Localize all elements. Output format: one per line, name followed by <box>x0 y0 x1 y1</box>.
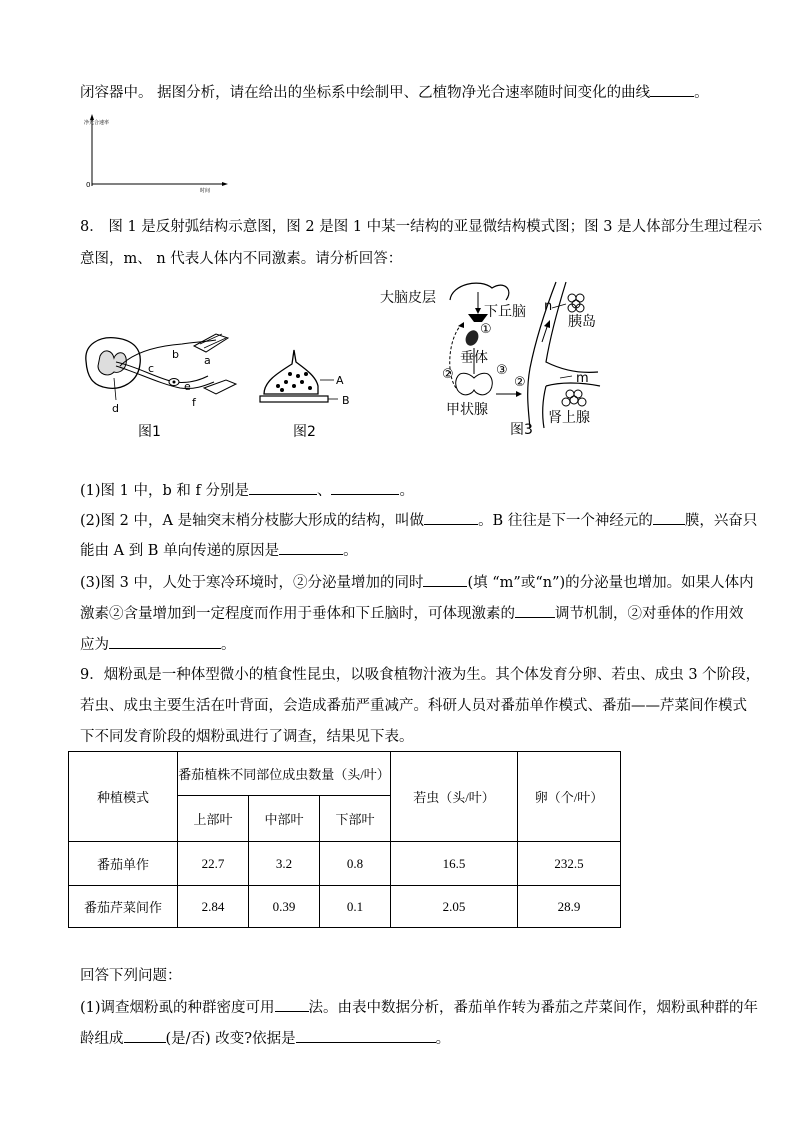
answer-blank[interactable] <box>650 82 694 97</box>
fig3-c2b: ② <box>514 375 526 390</box>
fig2-label-a: A <box>336 374 344 387</box>
q9-line3: 下不同发育阶段的烟粉虱进行了调查，结果见下表。 <box>80 729 414 745</box>
answer-blank[interactable] <box>423 572 467 587</box>
header-middle: 中部叶 <box>249 796 320 842</box>
answer-blank[interactable] <box>331 480 399 495</box>
fig2-label-b: B <box>342 394 350 407</box>
answer-blank[interactable] <box>279 540 343 555</box>
answer-blank[interactable] <box>424 510 478 525</box>
fig1-label-a: a <box>204 354 211 367</box>
header-upper: 上部叶 <box>178 796 249 842</box>
fig3-cortex-label: 大脑皮层 <box>380 290 436 306</box>
q7-text: 闭容器中。 据图分析，请在给出的坐标系中绘制甲、乙植物净光合速率随时间变化的曲线 <box>80 85 651 101</box>
figure-1-reflex-arc <box>76 326 246 416</box>
table-row: 番茄单作 22.7 3.2 0.8 16.5 232.5 <box>69 842 621 886</box>
fig3-n-label: n <box>544 299 553 314</box>
q8-3-line1: (3)图 3 中，人处于寒冷环境时，②分泌量增加的同时 (填 “m”或“n”)的分泌量也增加。如果人体内 <box>80 572 754 593</box>
fig3-thyroid-label: 甲状腺 <box>446 402 488 418</box>
answer-blank[interactable] <box>124 1028 166 1043</box>
fig3-c1: ① <box>480 322 492 337</box>
answer-blank[interactable] <box>249 480 317 495</box>
fig1-label-c: c <box>148 362 155 375</box>
header-nymph: 若虫（头/叶） <box>391 752 518 842</box>
fig3-pituitary-label: 垂体 <box>460 350 488 366</box>
data-table <box>68 751 621 928</box>
q8-2-line2: 能由 A 到 B 单向传递的原因是 。 <box>80 540 358 561</box>
fig2-caption: 图2 <box>293 424 316 440</box>
y-axis-label: 净光合速率 <box>84 120 110 126</box>
x-axis-label: 时间 <box>200 188 211 194</box>
q9-line2: 若虫、成虫主要生活在叶背面，会造成番茄严重减产。科研人员对番茄单作模式、番茄——芹菜间作模式 <box>80 698 747 714</box>
q9-1-line2: 龄组成 (是/否) 改变?依据是 。 <box>80 1028 450 1049</box>
fig3-adrenal-label: 肾上腺 <box>548 410 590 426</box>
q8-line2: 意图，m、 n 代表人体内不同激素。请分析回答： <box>80 251 403 267</box>
fig1-label-e: e <box>184 380 191 393</box>
q8-2-line1: (2)图 2 中，A 是轴突末梢分枝膨大形成的结构，叫做 。B 往往是下一个神经元的 膜，兴奋只 <box>80 510 757 531</box>
table-row: 番茄芹菜间作 2.84 0.39 0.1 2.05 28.9 <box>69 886 621 928</box>
q8-3-line3: 应为 。 <box>80 634 236 655</box>
answer-blank[interactable] <box>275 997 309 1012</box>
fig1-label-f: f <box>192 396 196 409</box>
header-egg: 卵（个/叶） <box>518 752 621 842</box>
q9-line1: 9．烟粉虱是一种体型微小的植食性昆虫，以吸食植物汁液为生。其个体发育分卵、若虫、成虫 3 个阶段， <box>80 667 761 683</box>
fig1-label-d: d <box>112 402 119 415</box>
q8-1-line: (1)图 1 中，b 和 f 分别是 、 。 <box>80 480 414 501</box>
fig3-caption: 图3 <box>510 422 533 438</box>
header-lower: 下部叶 <box>320 796 391 842</box>
fig3-islet-label: 胰岛 <box>568 314 596 330</box>
answer-blank[interactable] <box>296 1028 436 1043</box>
q8-3-line2: 激素②含量增加到一定程度而作用于垂体和下丘脑时，可体现激素的 调节机制，②对垂体的作用效 <box>80 603 744 624</box>
q9-answer-heading: 回答下列问题： <box>80 968 182 984</box>
q8-line1: 8． 图 1 是反射弧结构示意图，图 2 是图 1 中某一结构的亚显微结构模式图；图 3 是人体部分生理过程示 <box>80 219 763 235</box>
figure-2-synapse <box>258 348 368 412</box>
origin-label: 0 <box>86 181 91 189</box>
fig3-c3: ③ <box>496 363 508 378</box>
fig1-label-b: b <box>172 348 179 361</box>
answer-blank[interactable] <box>515 603 555 618</box>
answer-blank[interactable] <box>109 634 221 649</box>
fig3-c2: ② <box>442 367 454 382</box>
q7-tail-line: 闭容器中。 据图分析，请在给出的坐标系中绘制甲、乙植物净光合速率随时间变化的曲线 。 <box>80 82 709 103</box>
q9-1-line1: (1)调查烟粉虱的种群密度可用 法。由表中数据分析，番茄单作转为番茄之芹菜间作，烟粉虱种群的年 <box>80 997 758 1018</box>
fig3-hypothalamus-label: 下丘脑 <box>484 304 526 320</box>
figure-3-endocrine <box>380 278 620 438</box>
fig1-caption: 图1 <box>138 424 161 440</box>
header-adult: 番茄植株不同部位成虫数量（头/叶） <box>178 752 391 796</box>
coordinate-axes <box>80 112 240 198</box>
answer-blank[interactable] <box>653 510 685 525</box>
header-mode: 种植模式 <box>69 752 178 842</box>
fig3-m-label: m <box>576 371 589 386</box>
